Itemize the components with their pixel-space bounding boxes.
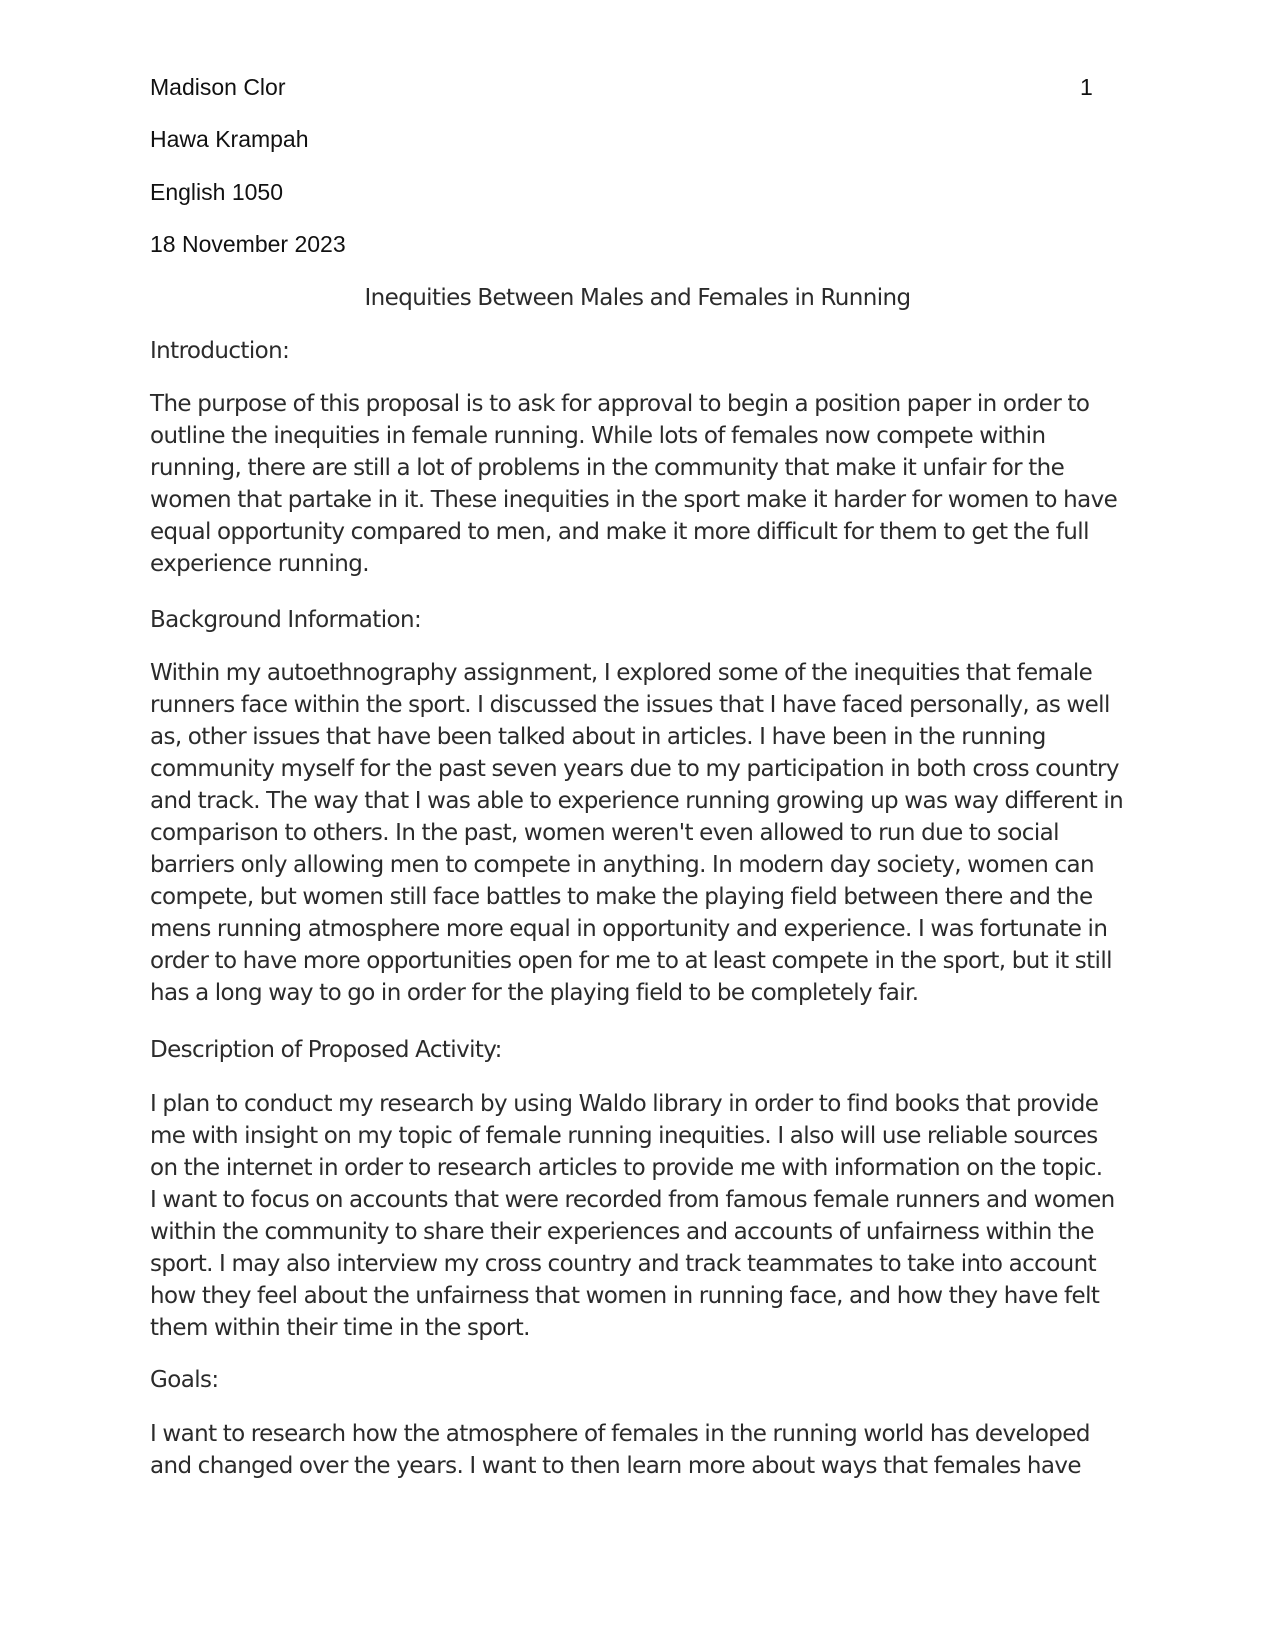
document-date: 18 November 2023 [150, 231, 346, 257]
section-heading-goals: Goals: [150, 1367, 219, 1393]
paragraph-line: has a long way to go in order for the playing field to be completely fair. [150, 980, 919, 1006]
paragraph-line: on the internet in order to research articles to provide me with information on the topic. [150, 1155, 1103, 1181]
paragraph-line: barriers only allowing men to compete in anything. In modern day society, women can [150, 852, 1094, 878]
page-number: 1 [1080, 74, 1093, 100]
course-name: English 1050 [150, 179, 283, 205]
paragraph-line: community myself for the past seven years due to my participation in both cross country [150, 756, 1119, 782]
paragraph-line: as, other issues that have been talked about in articles. I have been in the running [150, 724, 1046, 750]
paragraph-line: compete, but women still face battles to make the playing field between there and the [150, 884, 1093, 910]
paragraph-line: running, there are still a lot of problems in the community that make it unfair for the [150, 455, 1065, 481]
paragraph-line: I plan to conduct my research by using Waldo library in order to find books that provide [150, 1091, 1099, 1117]
paragraph-line: sport. I may also interview my cross country and track teammates to take into account [150, 1251, 1097, 1277]
paragraph-line: outline the inequities in female running. While lots of females now compete within [150, 423, 1046, 449]
paragraph-line: equal opportunity compared to men, and make it more difficult for them to get the full [150, 519, 1089, 545]
paragraph-line: I want to focus on accounts that were recorded from famous female runners and women [150, 1187, 1115, 1213]
paragraph-line: and changed over the years. I want to then learn more about ways that females have [150, 1453, 1081, 1479]
document-title: Inequities Between Males and Females in Running [364, 285, 911, 311]
introduction-paragraph [150, 388, 1135, 580]
paragraph-line: experience running. [150, 551, 369, 577]
background-paragraph [150, 657, 1135, 1009]
paragraph-line: The purpose of this proposal is to ask for approval to begin a position paper in order to [150, 391, 1090, 417]
paragraph-line: women that partake in it. These inequities in the sport make it harder for women to have [150, 487, 1118, 513]
proposed-activity-paragraph [150, 1088, 1135, 1344]
paragraph-line: how they feel about the unfairness that women in running face, and how they have felt [150, 1283, 1100, 1309]
section-heading-background: Background Information: [150, 607, 422, 633]
paragraph-line: order to have more opportunities open for me to at least compete in the sport, but it still [150, 948, 1112, 974]
author-name: Madison Clor [150, 74, 286, 100]
paragraph-line: I want to research how the atmosphere of females in the running world has developed [150, 1421, 1090, 1447]
goals-paragraph [150, 1418, 1135, 1482]
section-heading-proposed-activity: Description of Proposed Activity: [150, 1037, 502, 1063]
section-heading-introduction: Introduction: [150, 338, 290, 364]
paragraph-line: Within my autoethnography assignment, I explored some of the inequities that female [150, 660, 1093, 686]
paragraph-line: mens running atmosphere more equal in opportunity and experience. I was fortunate in [150, 916, 1108, 942]
paragraph-line: and track. The way that I was able to experience running growing up was way different in [150, 788, 1124, 814]
paragraph-line: comparison to others. In the past, women weren't even allowed to run due to social [150, 820, 1059, 846]
paragraph-line: me with insight on my topic of female running inequities. I also will use reliable sources [150, 1123, 1098, 1149]
paragraph-line: runners face within the sport. I discussed the issues that I have faced personally, as well [150, 692, 1110, 718]
paragraph-line: them within their time in the sport. [150, 1315, 530, 1341]
paragraph-line: within the community to share their experiences and accounts of unfairness within the [150, 1219, 1094, 1245]
instructor-name: Hawa Krampah [150, 126, 309, 152]
